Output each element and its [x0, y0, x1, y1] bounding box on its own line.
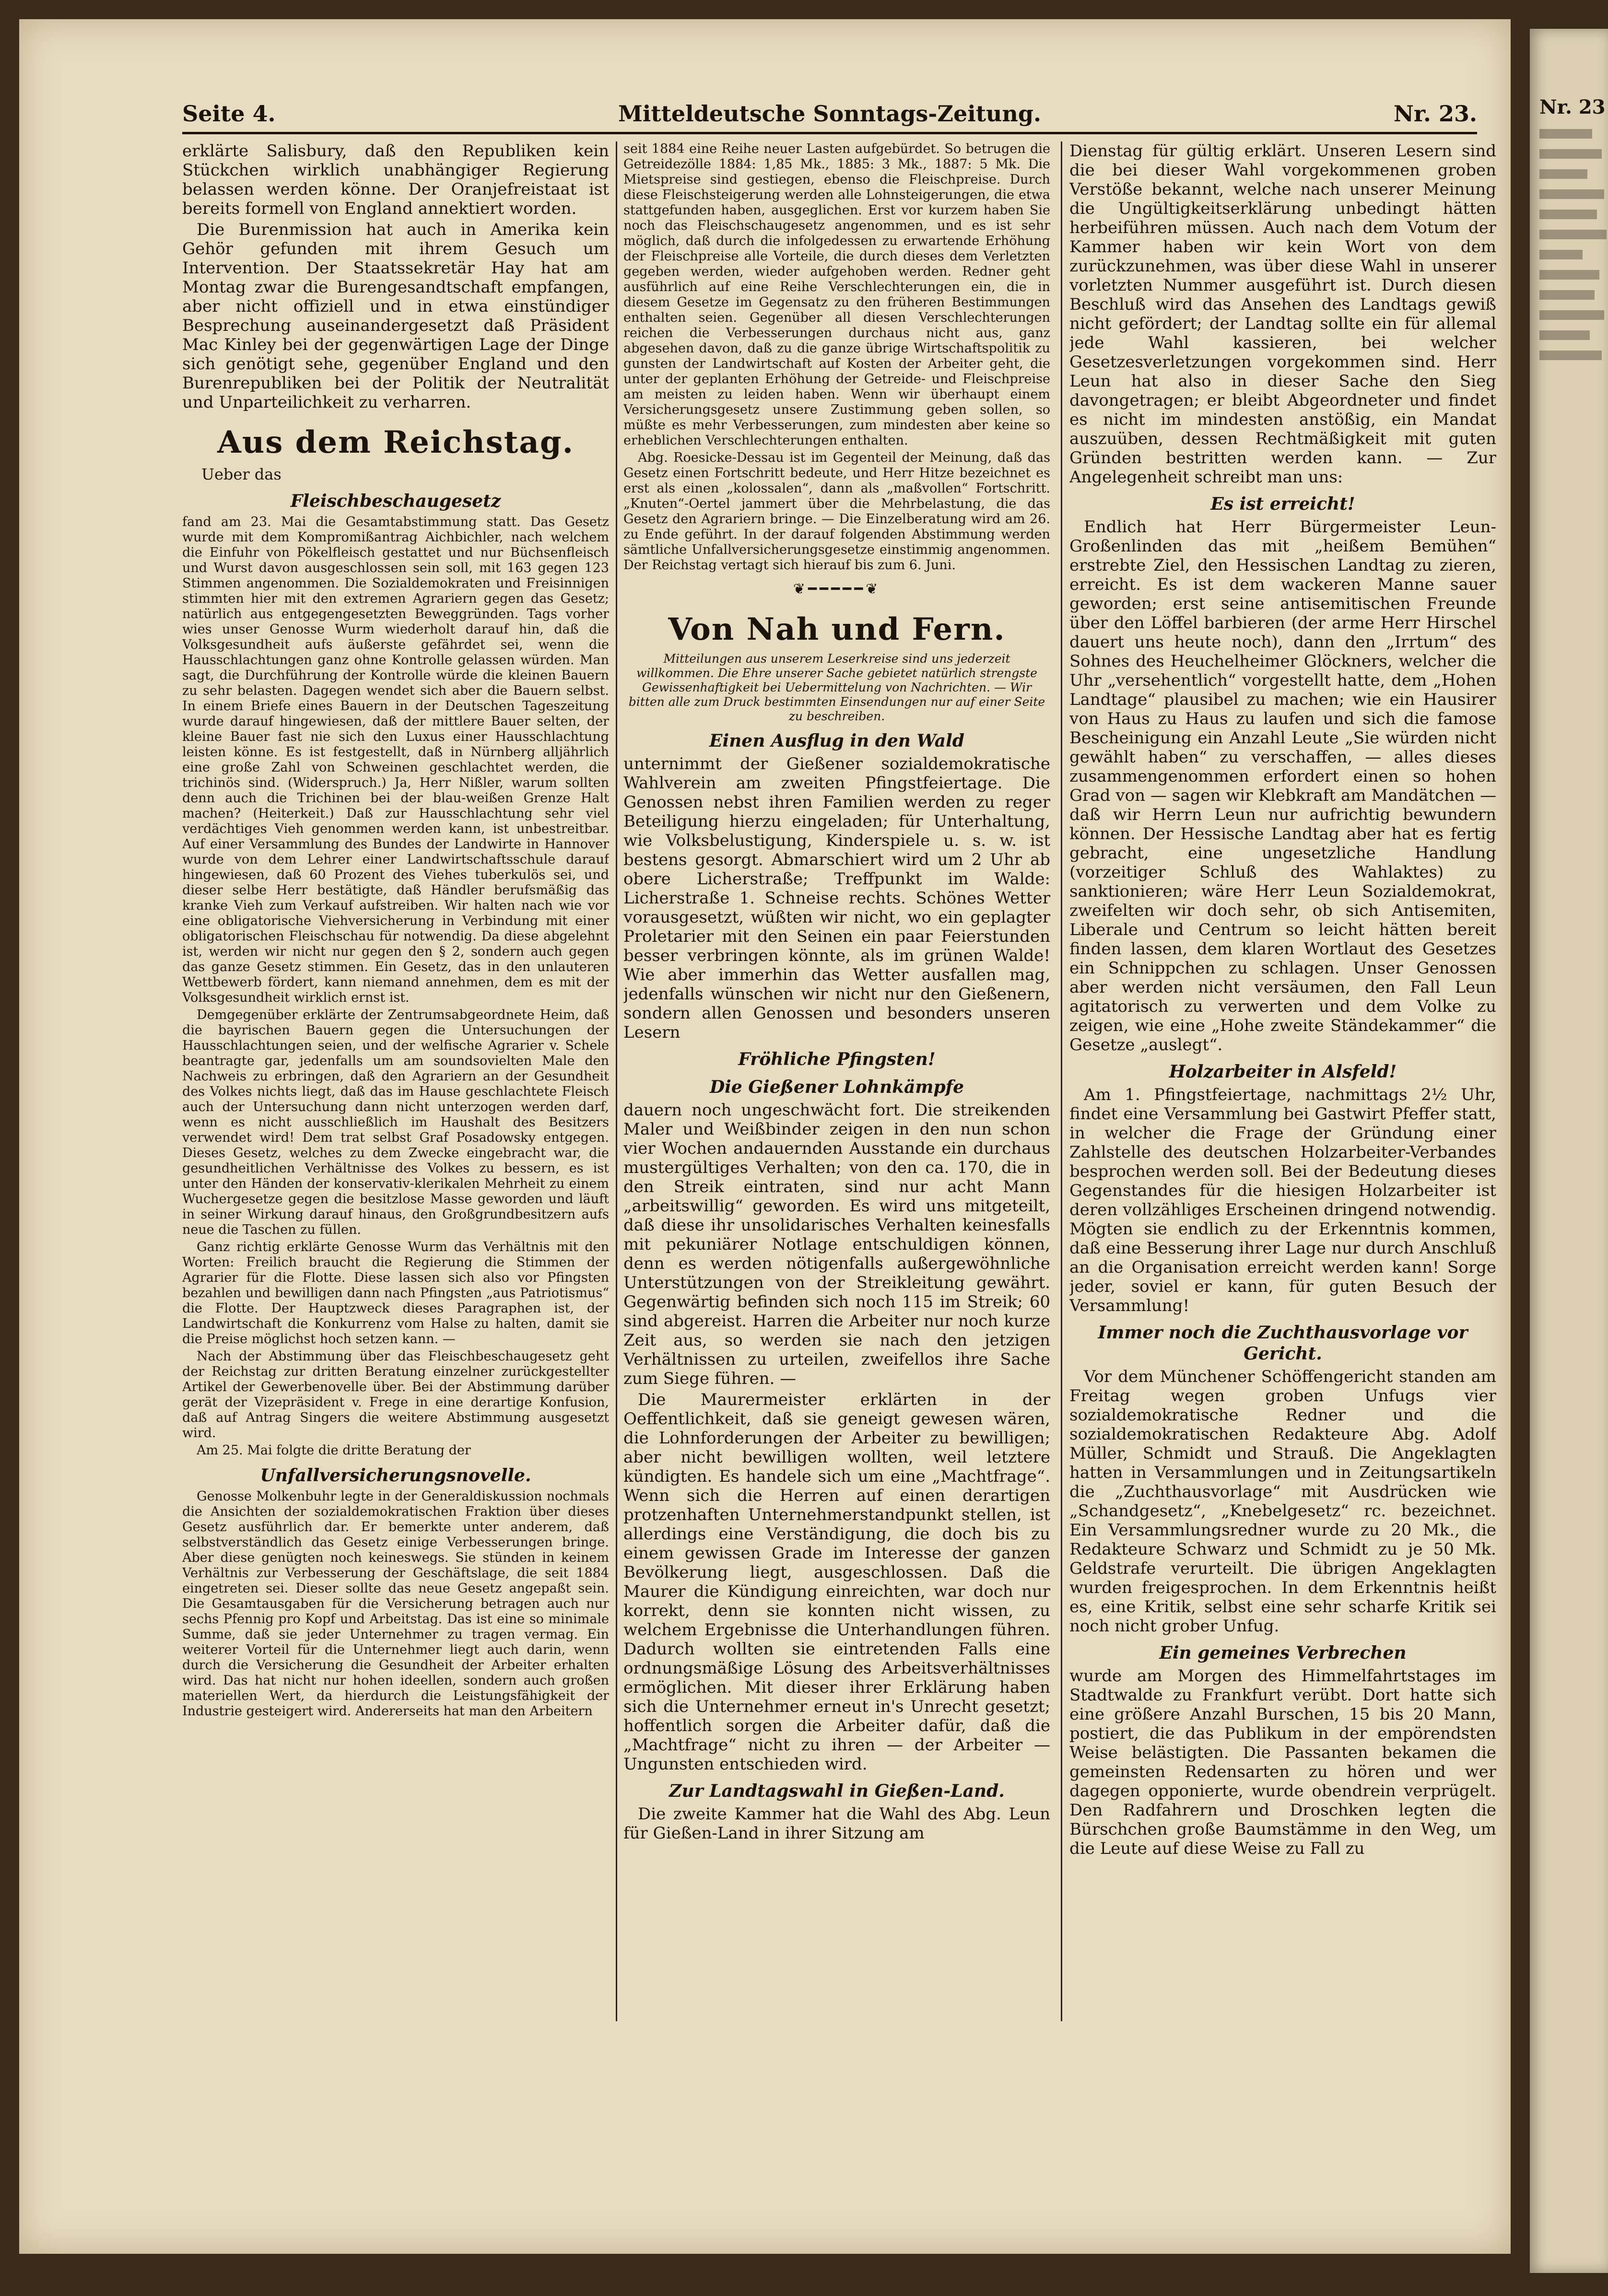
page-number: Seite 4.	[182, 101, 276, 127]
paragraph: Die Maurermeister erklärten in der Oeffentlichkeit, daß sie geneigt gewesen wären, die Lohnforderungen der Arbeiter zu bewilligen; aber nicht bewilligen wollten, weil letztere kündigten. Es handele sich um eine „Machtfrage“. Wenn sich die Herren auf einen derartigen protzenhaften Unternehmerstandpunkt stellen, ist allerdings eine Verständigung, die doch bis zu einem gewissen Grade im Interesse der ganzen Bevölkerung liegt, ausgeschlossen. Daß die Maurer die Kündigung einreichten, war doch nur korrekt, denn sie konnten nicht wissen, zu welchem Ergebnisse die Unterhandlungen führen. Dadurch wollten sie eintretenden Falls eine ordnungsmäßige Lösung des Arbeitsverhältnisses ermöglichen. Mit dieser ihrer Erklärung haben sich die Unternehmer erneut in's Unrecht gesetzt; hoffentlich sorgen die Arbeiter dafür, daß die „Machtfrage“ nicht zu ihren — der Arbeiter — Ungunsten entschieden wird.	[623, 1390, 1050, 1774]
paragraph: fand am 23. Mai die Gesamtabstimmung statt. Das Gesetz wurde mit dem Kompromißantrag Aichbichler, nach welchem die Einfuhr von Pökelfleisch gestattet und nur Büchsenfleisch und Wurst davon ausgeschlossen sein soll, mit 163 gegen 123 Stimmen angenommen. Die Sozialdemokraten und Freisinnigen stimmten hier mit den extremen Agrariern gegen das Gesetz; natürlich aus entgegengesetzten Beweggründen. Tags vorher wies unser Genosse Wurm wiederholt darauf hin, daß die Volksgesundheit aufs äußerste gefährdet sei, wenn die Hausschlachtungen ganz ohne Kontrolle gelassen würden. Man sagt, die Durchführung der Kontrolle würde die kleinen Bauern zu sehr belasten. Dagegen wendet sich aber die Bauern selbst. In einem Briefe eines Bauern in der Deutschen Tageszeitung wurde darauf hingewiesen, daß der mittlere Bauer selten, der kleine Bauer fast nie sich den Luxus einer Hausschlachtung leisten könne. Es ist festgestellt, daß in Nürnberg alljährlich eine große Zahl von Schweinen geschlachtet werden, die trichinös sind. (Widerspruch.) Ja, Herr Nißler, warum sollten denn auch die Trichinen bei der blau-weißen Grenze Halt machen? (Heiterkeit.) Daß zur Hausschlachtung sehr viel verdächtiges Vieh genommen werden kann, ist unbestreitbar. Auf einer Versammlung des Bundes der Landwirte in Hannover wurde von dem Lehrer einer Landwirtschaftsschule darauf hingewiesen, daß 60 Prozent des Viehes tuberkulös sei, und dieser selbe Herr bestätigte, daß Händler berufsmäßig das kranke Vieh zum Verkauf aufstreiben. Wir halten nach wie vor eine obligatorische Viehversicherung in Verbindung mit einer obligatorischen Fleischschau für notwendig. Da diese abgelehnt ist, werden wir nicht nur gegen den § 2, sondern auch gegen das ganze Gesetz stimmen. Ein Gesetz, das in den unlauteren Wettbewerb fördert, kann niemand annehmen, dem es mit der Volksgesundheit wirklich ernst ist.	[182, 515, 609, 1005]
adjacent-text-line	[1539, 250, 1583, 259]
paragraph: dauern noch ungeschwächt fort. Die streikenden Maler und Weißbinder zeigen in den nun schon vier Wochen andauernden Ausstande ein durchaus mustergültiges Verhalten; von den ca. 170, die in den Streik eintraten, sind nur acht Mann „arbeitswillig“ geworden. Es wird uns mitgeteilt, daß diese ihr unsolidarisches Verhalten keinesfalls mit pekuniärer Notlage entschuldigen können, denn es werden nötigenfalls außergewöhnliche Unterstützungen von der Streikleitung gewährt. Gegenwärtig befinden sich noch 115 im Streik; 60 sind abgereist. Harren die Arbeiter nur noch kurze Zeit aus, so werden sie nach den jetzigen Verhältnissen zu urteilen, zweifellos ihre Sache zum Siege führen. —	[623, 1101, 1050, 1388]
paragraph: Am 25. Mai folgte die dritte Beratung der	[197, 1443, 471, 1458]
section-heading-nah-und-fern: Von Nah und Fern.	[668, 611, 1006, 647]
subheading: Die Gießener Lohnkämpfe	[709, 1077, 964, 1097]
adjacent-text-line	[1539, 351, 1602, 360]
paragraph: wurde am Morgen des Himmelfahrtstages im Stadtwalde zu Frankfurt verübt. Dort hatte sich eine größere Anzahl Burschen, 15 bis 20 Mann, postiert, die das Publikum in der empörendsten Weise belästigten. Die Passanten bekamen die gemeinsten Redensarten zu hören und wer dagegen opponierte, wurde obendrein verprügelt. Den Radfahrern und Droschken legten die Bürschchen große Baumstämme in den Weg, um die Leute auf diese Weise zu Fall zu	[1069, 1666, 1496, 1858]
newspaper-title: Mitteldeutsche Sonntags-Zeitung.	[618, 101, 1042, 127]
subheading: Zur Landtagswahl in Gießen-Land.	[669, 1781, 1005, 1801]
adjacent-text-line	[1539, 230, 1607, 239]
adjacent-text-line	[1539, 330, 1590, 340]
paragraph: Nach der Abstimmung über das Fleischbeschaugesetz geht der Reichstag zur dritten Beratung einzelner zurückgestellter Artikel der Gewerbenovelle über. Bei der Abstimmung darüber gerät der Vizepräsident v. Frege in eine derartige Konfusion, daß auf Antrag Singers die weitere Abstimmung ausgesetzt wird.	[182, 1349, 609, 1441]
column-1	[182, 141, 609, 2021]
column-divider	[616, 141, 617, 2021]
adjacent-text-line	[1539, 210, 1597, 219]
subheading: Immer noch die Zuchthausvorlage vor Gericht.	[1098, 1323, 1468, 1364]
paragraph: Abg. Roesicke-Dessau ist im Gegenteil der Meinung, daß das Gesetz einen Fortschritt bedeute, und Herr Hitze bezeichnet es erst als einen „kolossalen“, dann als „maßvollen“ Fortschritt. „Knuten“-Oertel jammert über die Mehrbelastung, die das Gesetz den Agrariern bringe. — Die Einzelberatung wird am 26. zu Ende geführt. In der darauf folgenden Abstimmung werden sämtliche Unfallversicherungsgesetze einstimmig angenommen. Der Reichstag vertagt sich hierauf bis zum 6. Juni.	[623, 450, 1050, 573]
ornament-divider: ❦━━━━━❦	[793, 581, 881, 597]
adjacent-text-line	[1539, 169, 1587, 179]
section-heading-reichstag: Aus dem Reichstag.	[217, 424, 574, 460]
page-header	[182, 101, 1477, 134]
paragraph: Am 1. Pfingstfeiertage, nachmittags 2½ Uhr, findet eine Versammlung bei Gastwirt Pfeffer statt, in welcher die Frage der Gründung einer Zahlstelle des deutschen Holzarbeiter-Verbandes besprochen werden soll. Bei der Bedeutung dieses Gegenstandes für die hiesigen Holzarbeiter ist deren vollzähliges Erscheinen dringend notwendig. Mögten sie endlich zu der Erkenntnis kommen, daß eine Besserung ihrer Lage nur durch Anschluß an die Organisation erreicht werden kann! Sorge jeder, soviel er kann, für guten Besuch der Versammlung!	[1069, 1085, 1496, 1315]
paragraph: Genosse Molkenbuhr legte in der Generaldiskussion nochmals die Ansichten der sozialdemokratischen Fraktion über dieses Gesetz ausführlich dar. Er bemerkte unter anderem, daß selbstverständlich das Gesetz einige Verbesserungen bringe. Aber diese genügten noch keineswegs. Sie stünden in keinem Verhältnis zur Verbesserung der Geschäftslage, die seit 1884 eingetreten sei. Dieser sollte das neue Gesetz angepaßt sein. Die Gesamtausgaben für die Versicherung betragen auch nur sechs Pfennig pro Kopf und Arbeitstag. Das ist eine so minimale Summe, daß sie jeder Unternehmer zu tragen vermag. Ein weiterer Vorteil für die Unternehmer liegt auch darin, wenn durch die Versicherung die Gesundheit der Arbeiter erhalten wird. Das hat nicht nur hohen ideellen, sondern auch großen materiellen Wert, da hierdurch die Leistungsfähigkeit der Industrie gesteigert wird. Andererseits hat man den Arbeitern	[182, 1489, 609, 1719]
subheading: Ein gemeines Verbrechen	[1159, 1643, 1407, 1663]
paragraph: Demgegenüber erklärte der Zentrumsabgeordnete Heim, daß die bayrischen Bauern gegen die Untersuchungen der Hausschlachtungen seien, und der welfische Agrarier v. Schele beantragte gar, jedenfalls um am soundsovielten Male den Nachweis zu erbringen, daß den Agrariern an der Gesundheit des Volkes nichts liegt, daß das im Hause geschlachtete Fleisch auch der Untersuchung dann nicht unterzogen werden darf, wenn es nicht ausschließlich im Haushalt des Besitzers verwendet wird! Dem trat selbst Graf Posadowsky entgegen. Dieses Gesetz, welches zu dem Zwecke eingebracht war, die gesundheitlichen Verhältnisse des Volkes zu bessern, es ist unter den Händen der konservativ-klerikalen Mehrheit zu einem Wuchergesetze gegen die besitzlose Masse geworden und läuft in seiner Wirkung darauf hinaus, den Großgrundbesitzern aufs neue die Taschen zu füllen.	[182, 1007, 609, 1237]
paragraph: Die zweite Kammer hat die Wahl des Abg. Leun für Gießen-Land in ihrer Sitzung am	[623, 1804, 1050, 1843]
column-2	[623, 141, 1050, 2021]
subheading: Fröhliche Pfingsten!	[738, 1049, 936, 1069]
adjacent-text-line	[1539, 149, 1602, 159]
paragraph: Endlich hat Herr Bürgermeister Leun-Großenlinden das mit „heißem Bemühen“ erstrebte Ziel, den Hessischen Landtag zu zieren, erreicht. Es ist dem wackeren Manne sauer geworden; erst seine antisemitischen Freunde über den Löffel barbieren (der arme Herr Hirschel dauert uns heute noch), dann den „Irrtum“ des Sohnes des Heuchelheimer Glöckners, welcher die Uhr „versehentlich“ vorgestellt hatte, dem „Hohen Landtage“ plausibel zu machen; wie ein Hausirer von Haus zu Haus zu laufen und sich die famose Bescheinigung ein Anzahl Leute „Sie würden nicht gewählt haben“ zu verschaffen, — alles dieses zusammengenommen erfordert einen so hohen Grad von — sagen wir Klebkraft am Mandätchen — daß wir Herrn Leun nur aufrichtig bewundern können. Der Hessische Landtag aber hat es fertig gebracht, eine ungesetzliche Handlung (vorzeitiger Schluß des Wahlaktes) zu sanktionieren; wäre Herr Leun Sozialdemokrat, zweifelten wir doch sehr, ob sich Antisemiten, Liberale und Centrum so leicht hätten bereit finden lassen, dem klaren Wortlaut des Gesetzes ein Schnippchen zu schlagen. Unser Genossen aber werden nicht versäumen, den Fall Leun agitatorisch zu verwerten und dem Volke zu zeigen, wie eine „Hohe zweite Ständekammer“ die Gesetze „auslegt“.	[1069, 517, 1496, 1054]
issue-number: Nr. 23.	[1393, 101, 1477, 127]
adjacent-text-line	[1539, 290, 1595, 300]
lead-in-text: Ueber das	[201, 465, 282, 483]
paragraph: erklärte Salisbury, daß den Republiken kein Stückchen wirklich unabhängiger Regierung belassen werden könne. Der Oranjefreistaat ist bereits formell von England annektiert worden.	[182, 141, 609, 218]
adjacent-text-line	[1539, 270, 1599, 280]
paragraph: unternimmt der Gießener sozialdemokratische Wahlverein am zweiten Pfingstfeiertage. Die Genossen nebst ihren Familien werden zu reger Beteiligung hierzu eingeladen; für Unterhaltung, wie Volksbelustigung, Kinderspiele u. s. w. ist bestens gesorgt. Abmarschiert wird um 2 Uhr ab obere Licherstraße; Treffpunkt im Walde: Licherstraße 1. Schneise rechts. Schönes Wetter vorausgesetzt, wüßten wir nicht, wo ein geplagter Proletarier mit den Seinen ein paar Feierstunden besser verbringen könnte, als im grünen Walde! Wie aber immerhin das Wetter ausfallen mag, jedenfalls wünschen wir nicht nur den Gießenern, sondern allen Genossen und besonders unseren Lesern	[623, 754, 1050, 1042]
adjacent-text-line	[1539, 189, 1604, 199]
column-divider	[1061, 141, 1062, 2021]
adjacent-text-line	[1539, 129, 1592, 139]
column-3	[1069, 141, 1496, 2021]
adjacent-text-line	[1539, 310, 1604, 320]
editorial-note: Mitteilungen aus unserem Leserkreise sind uns jederzeit willkommen. Die Ehre unserer Sache gebietet natürlich strengste Gewissenhaftigkeit bei Uebermittelung von Nachrichten. — Wir bitten alle zum Druck bestimmten Einsendungen nur auf einer Seite zu beschreiben.	[628, 652, 1045, 723]
adjacent-page-edge	[1530, 29, 1608, 2273]
subheading: Einen Ausflug in den Wald	[709, 731, 964, 751]
subheading: Unfallversicherungsnovelle.	[260, 1465, 531, 1486]
paragraph: Die Burenmission hat auch in Amerika kein Gehör gefunden mit ihrem Gesuch um Intervention. Der Staatssekretär Hay hat am Montag zwar die Burengesandtschaft empfangen, aber nicht offiziell und in etwa einstündiger Besprechung auseinandergesetzt daß Präsident Mac Kinley bei der gegenwärtigen Lage der Dinge sich genötigt sehe, gegenüber England und den Burenrepubliken bei der Politik der Neutralität und Unparteilichkeit zu verharren.	[182, 220, 609, 412]
paragraph: Ganz richtig erklärte Genosse Wurm das Verhältnis mit den Worten: Freilich braucht die Regierung die Stimmen der Agrarier für die Flotte. Diese lassen sich also vor Pfingsten bezahlen und bewilligen dann nach Pfingsten „aus Patriotismus“ die Flotte. Der Hauptzweck dieses Paragraphen ist, der Landwirtschaft die Konkurrenz vom Halse zu halten, damit sie die Preise möglichst hoch setzen kann. —	[182, 1240, 609, 1347]
subheading: Holzarbeiter in Alsfeld!	[1169, 1062, 1397, 1082]
adjacent-page-header: Nr. 23	[1539, 96, 1606, 118]
paragraph: Dienstag für gültig erklärt. Unseren Lesern sind die bei dieser Wahl vorgekommenen groben Verstöße bekannt, welche nach unserer Meinung die Ungültigkeitserklärung unbedingt hätten herbeiführen müssen. Auch nach dem Votum der Kammer haben wir kein Wort von dem zurückzunehmen, was über diese Wahl in unserer vorletzten Nummer ausgeführt ist. Durch diesen Beschluß wird das Ansehen des Landtags gewiß nicht gefördert; der Landtag sollte ein für allemal jede Wahl kassieren, bei welcher Gesetzesverletzungen vorgekommen sind. Herr Leun hat also in dieser Sache den Sieg davongetragen; er bleibt Abgeordneter und findet es nicht im mindesten anstößig, ein Mandat auszuüben, dessen Rechtmäßigkeit mit guten Gründen bestritten werden kann. — Zur Angelegenheit schreibt man uns:	[1069, 141, 1496, 487]
subheading: Fleischbeschaugesetz	[290, 491, 501, 511]
paragraph: seit 1884 eine Reihe neuer Lasten aufgebürdet. So betrugen die Getreidezölle 1884: 1,85 Mk., 1885: 3 Mk., 1887: 5 Mk. Die Mietspreise sind gestiegen, ebenso die Fleischpreise. Durch diese Fleischsteigerung werden alle Lohnsteigerungen, die etwa stattgefunden haben, ausgeglichen. Erst vor kurzem haben Sie noch das Fleischschaugesetz angenommen, und es ist sehr möglich, daß durch die infolgedessen zu erwartende Erhöhung der Fleischpreise alle Vorteile, die durch dieses dem Verletzten gegeben werden, wieder aufgehoben werden. Redner geht ausführlich auf eine Reihe Verschlechterungen ein, die in diesem Gesetze im Gegensatz zu den früheren Bestimmungen enthalten seien. Gegenüber all diesen Verschlechterungen reichen die Verbesserungen durchaus nicht aus, ganz abgesehen davon, daß zu die ganze übrige Wirtschaftspolitik zu gunsten der Landwirtschaft auf Kosten der Arbeiter geht, die unter der geplanten Erhöhung der Getreide- und Fleischpreise am meisten zu leiden haben. Wenn wir überhaupt einem Versicherungsgesetz unsere Zustimmung geben sollen, so müßte es mehr Verbesserungen, zum mindesten aber keine so erheblichen Verschlechterungen enthalten.	[623, 141, 1050, 448]
subheading: Es ist erreicht!	[1210, 494, 1355, 514]
paragraph: Vor dem Münchener Schöffengericht standen am Freitag wegen groben Unfugs vier sozialdemokratische Redner und die sozialdemokratischen Redakteure Abg. Adolf Müller, Schmidt und Strauß. Die Angeklagten hatten in Versammlungen und in Zeitungsartikeln die „Zuchthausvorlage“ mit Ausdrücken wie „Schandgesetz“, „Knebelgesetz“ rc. bezeichnet. Ein Versammlungsredner wurde zu 20 Mk., die Redakteure Schwarz und Schmidt zu je 50 Mk. Geldstrafe verurteilt. Die übrigen Angeklagten wurden freigesprochen. In dem Erkenntnis heißt es, eine Kritik, selbst eine sehr scharfe Kritik sei noch nicht grober Unfug.	[1069, 1367, 1496, 1636]
header-rule	[182, 132, 1477, 134]
